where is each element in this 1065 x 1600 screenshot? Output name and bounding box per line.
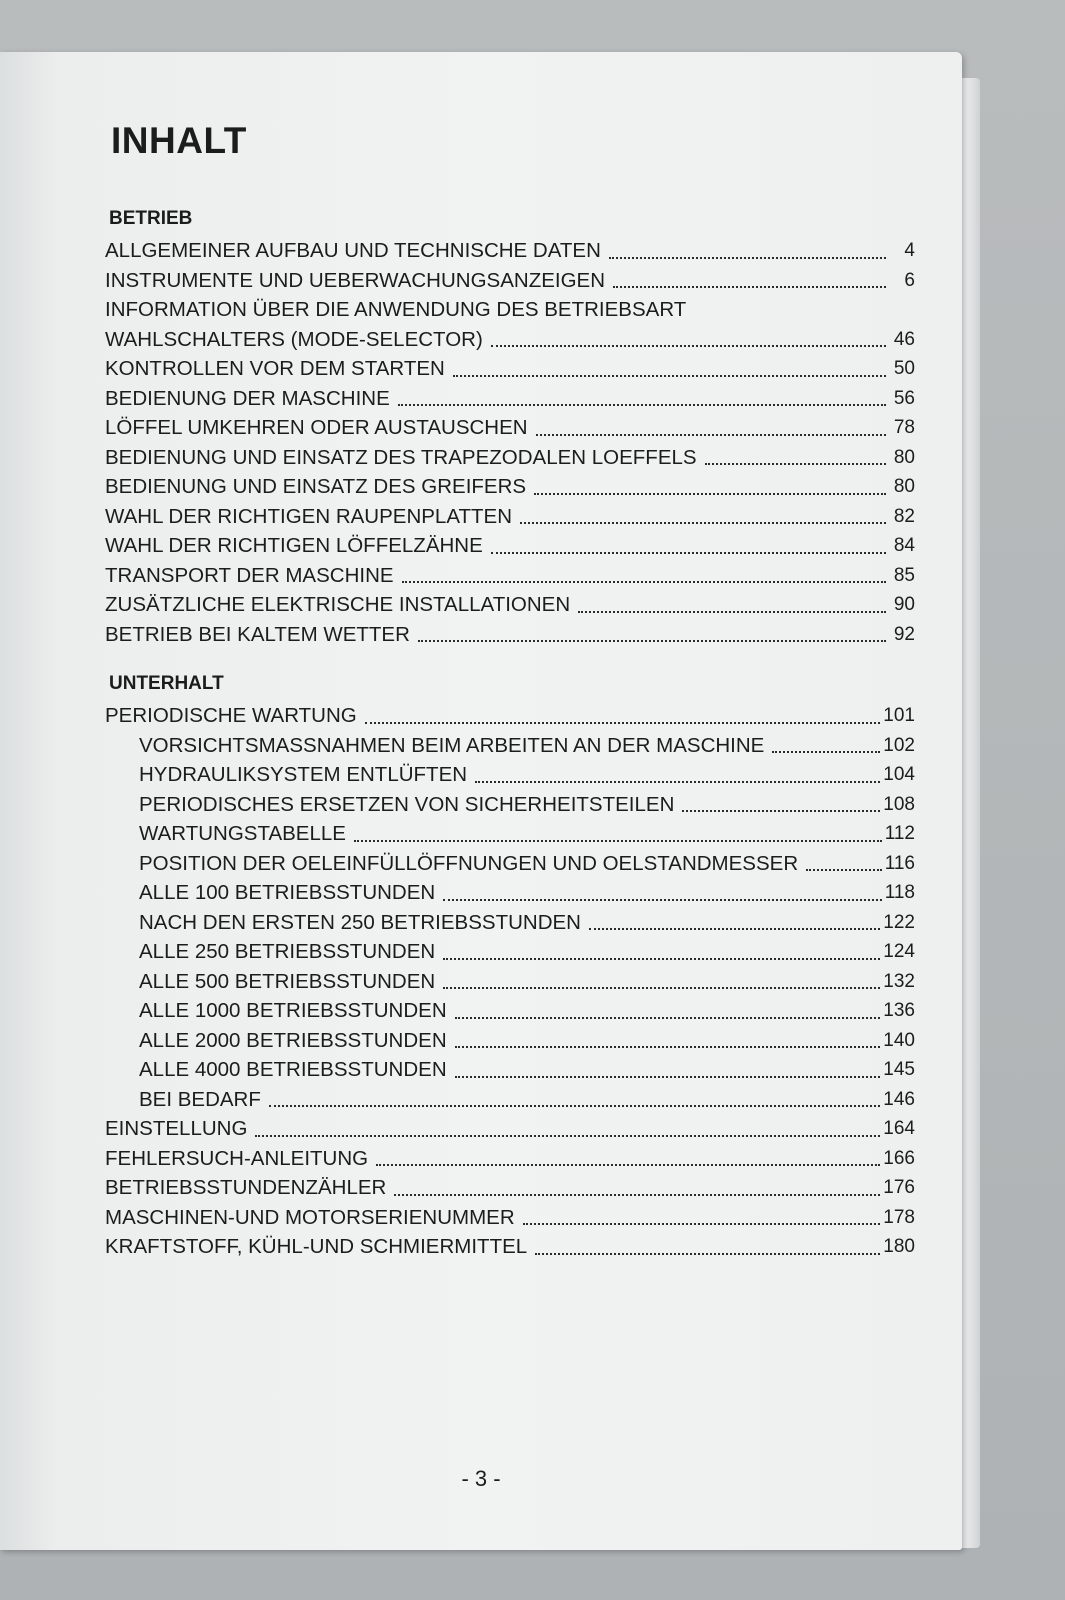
dot-leader	[398, 404, 886, 406]
dot-leader	[443, 987, 880, 989]
toc-entry-label: BETRIEB BEI KALTEM WETTER	[105, 622, 410, 646]
dot-leader	[365, 722, 881, 724]
toc-entry-page: 124	[883, 941, 915, 962]
toc-entry	[105, 908, 915, 938]
dot-leader	[534, 493, 886, 495]
toc-entry-label: INSTRUMENTE UND UEBERWACHUNGSANZEIGEN	[105, 268, 606, 292]
toc-entry-page: 82	[893, 505, 915, 527]
toc-entry	[105, 1173, 915, 1203]
toc-entry-page: 112	[884, 823, 915, 844]
toc-entry-page: 118	[884, 882, 915, 903]
toc-entry-label: HYDRAULIKSYSTEM ENTLÜFTEN	[139, 763, 468, 786]
toc-entry-label: WAHL DER RICHTIGEN RAUPENPLATTEN	[105, 504, 513, 528]
toc-entry	[105, 531, 915, 561]
dot-leader	[443, 899, 881, 901]
toc-entry	[105, 1085, 915, 1115]
toc-entry-page: 6	[904, 269, 915, 291]
toc-entry-page: 140	[883, 1029, 915, 1051]
toc-entry	[105, 413, 915, 443]
dot-leader	[609, 257, 886, 259]
toc-entry	[105, 878, 915, 908]
dot-leader	[589, 928, 880, 930]
toc-entry-label: KRAFTSTOFF, KÜHL-UND SCHMIERMITTEL	[105, 1235, 528, 1258]
toc-entry	[105, 1055, 915, 1085]
toc-entry-label: EINSTELLUNG	[105, 1117, 248, 1140]
toc-entry	[105, 620, 915, 650]
toc-entry	[105, 849, 915, 879]
toc-entry	[105, 236, 915, 266]
toc-entry-page: 176	[883, 1177, 915, 1198]
dot-leader	[613, 286, 886, 288]
dot-leader	[475, 781, 880, 783]
dot-leader	[523, 1223, 881, 1225]
toc-entry-page: 102	[883, 734, 915, 756]
dot-leader	[376, 1164, 880, 1166]
toc-entry-page: 104	[883, 764, 915, 785]
toc-entry	[105, 1026, 915, 1056]
dot-leader	[255, 1135, 880, 1137]
toc-entry	[105, 1114, 915, 1144]
toc-entry-page: 78	[893, 417, 915, 438]
toc-entry-label: PERIODISCHE WARTUNG	[105, 704, 357, 727]
toc-entry	[105, 354, 915, 384]
toc-entry-page: 108	[883, 793, 915, 815]
dot-leader	[418, 640, 886, 642]
toc-entry-label: WAHL DER RICHTIGEN LÖFFELZÄHNE	[105, 534, 483, 557]
toc-entry	[105, 266, 915, 296]
toc-entry	[105, 790, 915, 820]
toc-entry-label: WAHLSCHALTERS (MODE-SELECTOR)	[105, 327, 483, 351]
dot-leader	[536, 434, 886, 436]
toc-entry-label: KONTROLLEN VOR DEM STARTEN	[105, 357, 445, 380]
toc-entry	[105, 325, 915, 355]
toc-entry	[105, 937, 915, 967]
toc-entry	[105, 760, 915, 790]
dot-leader	[520, 522, 886, 524]
toc-section-unterhalt	[105, 673, 915, 1262]
dot-leader	[535, 1253, 880, 1255]
toc-entry-page: 85	[893, 564, 915, 586]
toc-entry	[105, 502, 915, 532]
toc-entry-page: 4	[904, 240, 915, 261]
toc-entry-page: 101	[883, 705, 915, 726]
dot-leader	[455, 1076, 881, 1078]
toc-entry-label: BEDIENUNG UND EINSATZ DES TRAPEZODALEN LOEFFELS	[105, 445, 697, 469]
toc-entry-label: ALLE 4000 BETRIEBSSTUNDEN	[139, 1058, 447, 1081]
toc-entry	[105, 1144, 915, 1174]
toc-entry-label: ALLE 2000 BETRIEBSSTUNDEN	[139, 1028, 447, 1052]
toc-entry-label: VORSICHTSMASSNAHMEN BEIM ARBEITEN AN DER MASCHINE	[139, 733, 765, 757]
document-page	[0, 52, 962, 1550]
toc-entry-label: WARTUNGSTABELLE	[139, 822, 346, 845]
toc-entry-page: 132	[883, 970, 915, 992]
toc-entry	[105, 1203, 915, 1233]
toc-entry-page: 122	[883, 911, 915, 933]
toc-entry	[105, 384, 915, 414]
dot-leader	[453, 375, 886, 377]
toc-entry-page: 116	[884, 852, 915, 874]
toc-entry	[105, 731, 915, 761]
toc-entry-label: INFORMATION ÜBER DIE ANWENDUNG DES BETRIEBSART	[105, 298, 687, 321]
toc-entry	[105, 996, 915, 1026]
toc-entry-page: 80	[893, 446, 915, 468]
toc-entry-first-line	[105, 295, 915, 325]
toc-entry	[105, 561, 915, 591]
toc-entry-label: FEHLERSUCH-ANLEITUNG	[105, 1146, 369, 1170]
toc-entry-label: ALLE 500 BETRIEBSSTUNDEN	[139, 969, 436, 993]
dot-leader	[354, 840, 882, 842]
toc-entry-label: BEI BEDARF	[139, 1087, 261, 1111]
toc-entry-page: 178	[883, 1206, 915, 1228]
dot-leader	[443, 958, 880, 960]
page-number: - 3 -	[461, 1466, 501, 1491]
toc-entry-page: 56	[893, 387, 915, 409]
toc-entry-label: TRANSPORT DER MASCHINE	[105, 563, 394, 587]
dot-leader	[491, 345, 886, 347]
toc-entry-page: 164	[883, 1118, 915, 1139]
toc-entry-page: 46	[893, 328, 915, 350]
toc-entry-label: PERIODISCHES ERSETZEN VON SICHERHEITSTEILEN	[139, 792, 675, 816]
toc-entry-page: 80	[893, 476, 915, 497]
toc-entry-label: NACH DEN ERSTEN 250 BETRIEBSSTUNDEN	[139, 910, 581, 934]
toc-entry	[105, 1232, 915, 1262]
dot-leader	[269, 1105, 880, 1107]
table-of-contents	[105, 120, 915, 1286]
toc-entry-label: MASCHINEN-UND MOTORSERIENUMMER	[105, 1205, 515, 1229]
toc-entry-label: BEDIENUNG DER MASCHINE	[105, 386, 390, 410]
toc-entry-label: ZUSÄTZLICHE ELEKTRISCHE INSTALLATIONEN	[105, 593, 571, 616]
toc-entry	[105, 590, 915, 620]
toc-entry-label: ALLE 100 BETRIEBSSTUNDEN	[139, 881, 436, 904]
toc-section-betrieb	[105, 208, 915, 649]
dot-leader	[491, 552, 886, 554]
toc-entry-label: BETRIEBSSTUNDENZÄHLER	[105, 1176, 387, 1199]
dot-leader	[455, 1017, 881, 1019]
dot-leader	[455, 1046, 881, 1048]
toc-entry	[105, 967, 915, 997]
dot-leader	[402, 581, 886, 583]
toc-entry-label: ALLGEMEINER AUFBAU UND TECHNISCHE DATEN	[105, 239, 601, 262]
dot-leader	[394, 1194, 880, 1196]
toc-entry	[105, 701, 915, 731]
toc-entry	[105, 472, 915, 502]
toc-entry-label: ALLE 250 BETRIEBSSTUNDEN	[139, 940, 436, 963]
toc-entry	[105, 443, 915, 473]
toc-entry-label: BEDIENUNG UND EINSATZ DES GREIFERS	[105, 475, 527, 498]
dot-leader	[578, 611, 886, 613]
dot-leader	[682, 810, 880, 812]
toc-entry-page: 166	[883, 1147, 915, 1169]
dot-leader	[806, 869, 882, 871]
toc-entry-page: 84	[893, 535, 915, 556]
toc-entry-label: LÖFFEL UMKEHREN ODER AUSTAUSCHEN	[105, 416, 528, 439]
toc-entry-page: 146	[883, 1088, 915, 1110]
section-heading: UNTERHALT	[109, 673, 224, 694]
toc-entry-page: 145	[883, 1059, 915, 1080]
toc-entry-page: 136	[883, 1000, 915, 1021]
toc-entry-label: ALLE 1000 BETRIEBSSTUNDEN	[139, 999, 447, 1022]
page-title: INHALT	[111, 120, 247, 161]
toc-entry-page: 180	[883, 1236, 915, 1257]
toc-entry	[105, 819, 915, 849]
toc-entry-page: 50	[893, 358, 915, 379]
toc-entry-page: 90	[893, 594, 915, 615]
dot-leader	[772, 751, 880, 753]
dot-leader	[705, 463, 886, 465]
toc-entry-page: 92	[893, 623, 915, 645]
section-heading: BETRIEB	[109, 208, 193, 229]
toc-entry-label: POSITION DER OELEINFÜLLÖFFNUNGEN UND OELSTANDMESSER	[139, 851, 799, 875]
